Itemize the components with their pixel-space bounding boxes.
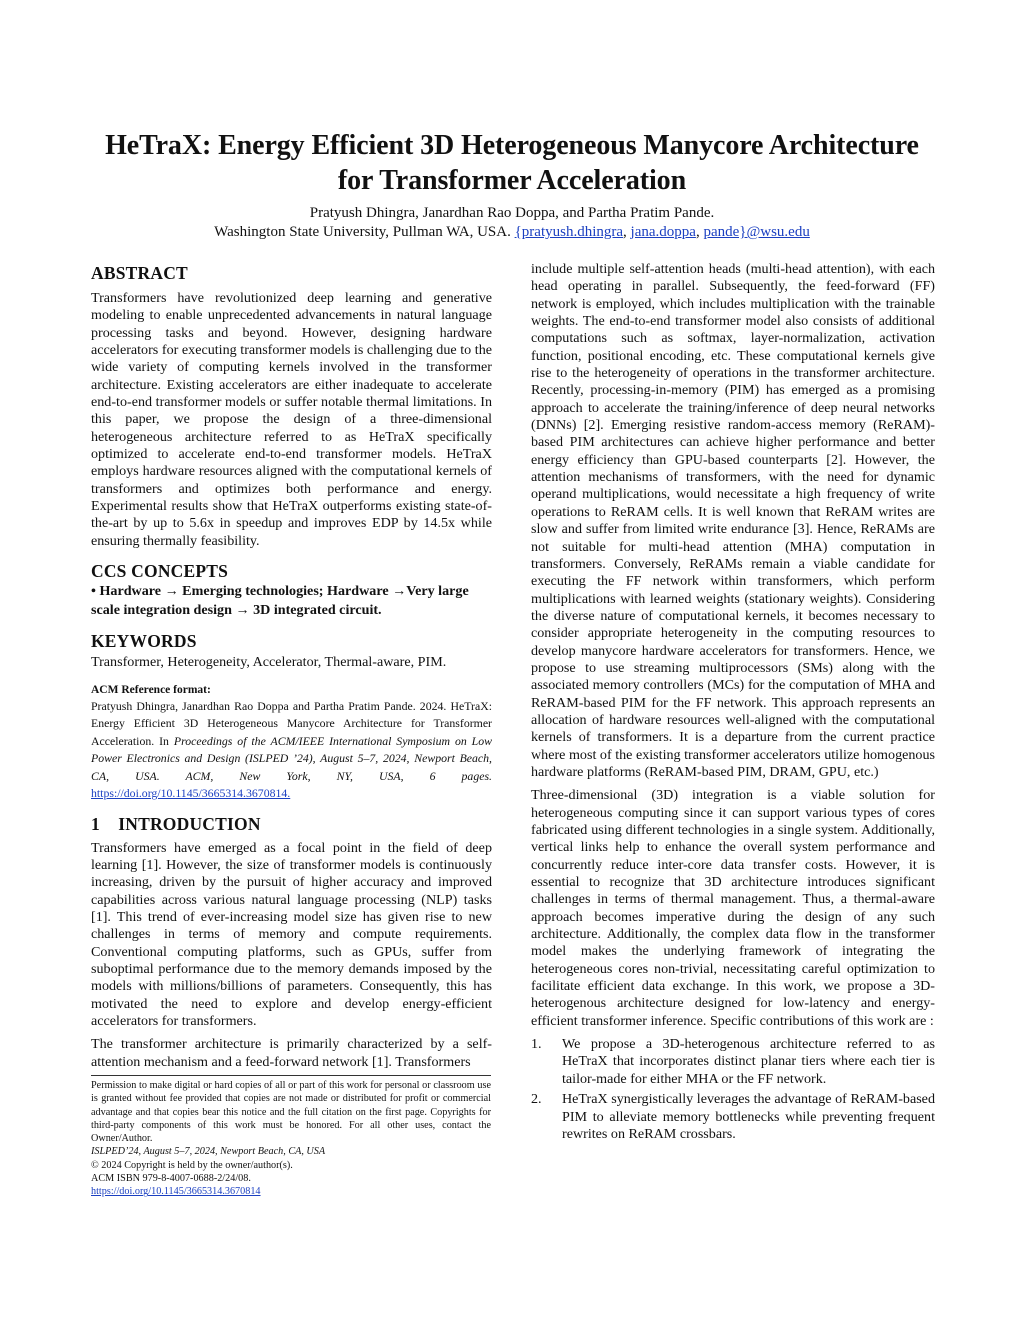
intro-paragraph-2-continued: include multiple self-attention heads (multi-head attention), with each head operating in parallel. Subsequently, the feed-forward (FF) network is employed, which includes multiplication with the trainable weights. The end-to-end transformer model also consists of additional computations such as softmax, layer-normalization, activation function, positional encoding, etc. These computational kernels give rise to the heterogeneity of operations in the transformer architecture. Recently, processing-in-memory (PIM) has emerged as a promising approach to accelerate the training/inference of deep neural networks (DNNs) [2]. Emerging resistive random-access memory (ReRAM)-based PIM architectures can achieve higher performance and better energy efficiency than GPU-based counterparts [2]. However, the attention mechanisms of transformers, with the need for dynamic operand multiplications, would necessitate a high frequency of write operations to ReRAM cells. It is well known that ReRAM writes are slow and suffer from limited write endurance [3]. Hence, ReRAMs are not suitable for multi-head attention (MHA) computation in transformers. Conversely, ReRAMs remain a viable candidate for executing the FF network within transformers, which perform multiplications with learned weights (stationary weights). Considering the diverse nature of computational kernels, it becomes necessary to consider appropriate heterogeneity in the computing resources to develop manycore hardware accelerators for transformers. Hence, we propose to use streaming multiprocessors (SMs) along with the associated memory controllers (MCs) for the computation of MHA and ReRAM-based PIM for the FF network. This approach represents an allocation of hardware resources well-aligned with the computational kernels of transformers. It is a departure from the current practice where most of the existing transformer accelerators utilize homogenous hardware platforms (ReRAM-based PIM, DRAM, GPU, etc.) [531, 261, 935, 780]
left-column [91, 263, 492, 1071]
introduction-heading: 1 INTRODUCTION [91, 813, 261, 834]
contribution-text: HeTraX synergistically leverages the advantage of ReRAM-based PIM to alleviate memory bottlenecks while preventing frequent rewrites on ReRAM crossbars. [562, 1091, 935, 1142]
author-list: Pratyush Dhingra, Janardhan Rao Doppa, and Partha Pratim Pande. [309, 205, 715, 221]
intro-paragraph-3: Three-dimensional (3D) integration is a viable solution for heterogeneous computing since it can support various types of cores fabricated using different technologies in a single system. Additionally, vertical links help to enhance the overall system performance and concurrently reduce inter-core data transfer costs. However, it is essential to recognize that 3D architecture introduces significant challenges in terms of thermal management. Thus, a thermal-aware approach becomes imperative during the design of any such architecture. Additionally, the complex data flow in the transformer model makes the underlying framework of integrating the heterogeneous cores non-trivial, necessitating careful optimization to facilitate efficient data exchange. In this work, we propose a 3D-heterogenous architecture designed for low-latency and energy-efficient transformer inference. Specific contributions of this work are : [531, 787, 935, 1029]
footnote-venue: ISLPED’24, August 5–7, 2024, Newport Beach, CA, USA [91, 1146, 326, 1158]
keywords-heading: KEYWORDS [91, 631, 197, 652]
affiliation-text: Washington State University, Pullman WA, USA. [214, 224, 511, 240]
ccs-text: • Hardware → Emerging technologies; Hardware →Very large scale integration design → 3D integrated circuit. [91, 583, 469, 619]
acm-reference-text [91, 698, 492, 803]
contribution-list [531, 1036, 935, 1143]
email-link-jana[interactable]: jana.doppa [630, 224, 696, 240]
copyright-footnote [91, 1075, 491, 1199]
contribution-number: 1. [531, 1036, 542, 1053]
contribution-text: We propose a 3D-heterogenous architecture referred to as HeTraX that incorporates distinct planar tiers where each tier is tailor-made for either MHA or the FF network. [562, 1036, 935, 1087]
email-link-pratyush[interactable]: {pratyush.dhingra [514, 224, 624, 240]
keywords-text: Transformer, Heterogeneity, Accelerator, Thermal-aware, PIM. [91, 654, 447, 671]
intro-paragraph-1: Transformers have emerged as a focal point in the field of deep learning [1]. However, the size of transformer models is continuously increasing, driven by the pursuit of higher accuracy and improved capabilities across various natural language processing (NLP) tasks [1]. This trend of ever-increasing model size has given rise to new challenges in terms of memory and compute requirements. Conventional computing platforms, such as GPUs, suffer from suboptimal performance due to the memory demands imposed by the models with millions/billions of parameters. Consequently, this has motivated the need to explore and develop energy-efficient accelerators for transformers. [91, 839, 492, 1029]
footnote-doi-link[interactable]: https://doi.org/10.1145/3665314.3670814 [91, 1186, 261, 1198]
abstract-text: Transformers have revolutionized deep learning and generative modeling to enable unprecedented advancements in natural language processing tasks and beyond. However, designing hardware accelerators for executing transformer models is challenging due to the wide variety of computing kernels involved in the transformer architecture. Existing accelerators are either inadequate to accelerate end-to-end transformer models or suffer notable thermal limitations. In this paper, we propose the design of a three-dimensional heterogeneous architecture referred to as HeTraX specifically optimized to accelerate end-to-end transformer models. HeTraX employs hardware resources aligned with the computational kernels of transformers and optimizes both performance and energy. Experimental results show that HeTraX outperforms existing state-of-the-art by up to 5.6x in speedup and improves EDP by 14.5x while ensuring thermally feasibility. [91, 290, 492, 549]
contribution-number: 2. [531, 1091, 542, 1108]
ccs-heading: CCS CONCEPTS [91, 561, 229, 582]
email-separator: , [695, 224, 704, 240]
acm-reference-proceedings: Proceedings of the ACM/IEEE International Symposium on Low Power Electronics and Design (ISLPED ’24), August 5–7, 2024, Newport Beach, CA, USA. ACM, New York, NY, USA, 6 pages. [91, 733, 492, 783]
acm-reference-doi-link[interactable]: https://doi.org/10.1145/3665314.3670814. [91, 786, 291, 800]
acm-reference-plain: Pratyush Dhingra, Janardhan Rao Doppa and Partha Pratim Pande. 2024. HeTraX: Energy Efficient 3D Heterogeneous Manycore Architecture for Transformer Acceleration. In [91, 698, 492, 748]
affiliation-line [90, 223, 934, 242]
email-separator: , [623, 224, 631, 240]
footnote-copyright: © 2024 Copyright is held by the owner/author(s). [91, 1159, 293, 1171]
paper-title: HeTraX: Energy Efficient 3D Heterogeneous Manycore Architecture for Transformer Acceleration [105, 130, 919, 196]
footnote-isbn: ACM ISBN 979-8-4007-0688-2/24/08. [91, 1173, 251, 1185]
right-column [531, 261, 935, 1143]
intro-paragraph-2: The transformer architecture is primarily characterized by a self-attention mechanism and a feed-forward network [1]. Transformers [91, 1036, 492, 1070]
contribution-item [531, 1036, 935, 1088]
abstract-heading: ABSTRACT [91, 263, 188, 283]
acm-reference-heading: ACM Reference format: [91, 683, 211, 696]
contribution-item [531, 1091, 935, 1143]
email-link-pande[interactable]: pande}@wsu.edu [703, 224, 810, 240]
permission-notice: Permission to make digital or hard copies of all or part of this work for personal or classroom use is granted without fee provided that copies are not made or distributed for profit or commercial advantage and that copies bear this notice and the full citation on the first page. Copyrights for third-party components of this work must be honored. For all other uses, contact the Owner/Author. [91, 1080, 491, 1145]
